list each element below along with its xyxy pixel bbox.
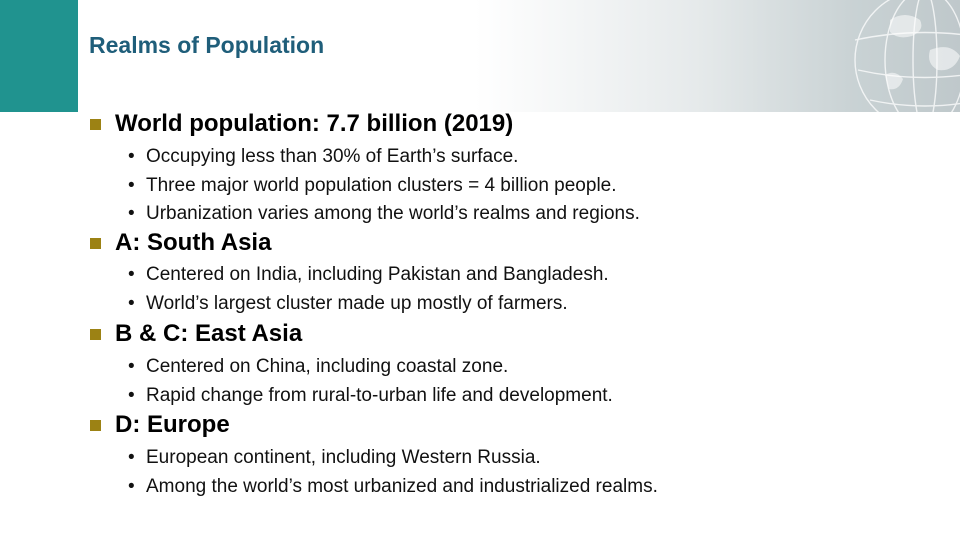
dot-bullet-icon: • bbox=[128, 447, 135, 468]
dot-bullet-icon: • bbox=[128, 356, 135, 377]
section-heading-text: B & C: East Asia bbox=[115, 320, 303, 347]
bullet-list bbox=[128, 261, 609, 318]
section-heading bbox=[90, 110, 513, 138]
section-heading-text: A: South Asia bbox=[115, 229, 272, 256]
square-bullet-icon bbox=[90, 238, 101, 249]
square-bullet-icon bbox=[90, 119, 101, 130]
list-item bbox=[128, 261, 609, 290]
bullet-list bbox=[128, 353, 613, 410]
list-item-text: Centered on China, including coastal zone. bbox=[146, 356, 509, 377]
list-item bbox=[128, 382, 613, 411]
section-heading-text: D: Europe bbox=[115, 411, 230, 438]
list-item-text: Three major world population clusters = 4 billion people. bbox=[146, 174, 617, 196]
section-heading bbox=[90, 320, 302, 348]
list-item-text: Occupying less than 30% of Earth’s surface. bbox=[146, 146, 519, 167]
section-heading-text: World population: 7.7 billion (2019) bbox=[115, 110, 514, 137]
bullet-list bbox=[128, 143, 640, 229]
dot-bullet-icon: • bbox=[128, 292, 135, 314]
section-heading bbox=[90, 229, 271, 257]
list-item-text: Among the world’s most urbanized and industrialized realms. bbox=[146, 475, 658, 497]
list-item bbox=[128, 200, 640, 229]
globe-icon bbox=[830, 0, 960, 112]
square-bullet-icon bbox=[90, 420, 101, 431]
bullet-list bbox=[128, 444, 658, 501]
square-bullet-icon bbox=[90, 329, 101, 340]
section-heading bbox=[90, 411, 230, 439]
page-title: Realms of Population bbox=[89, 32, 325, 58]
list-item bbox=[128, 172, 640, 201]
list-item bbox=[128, 143, 640, 172]
dot-bullet-icon: • bbox=[128, 146, 135, 167]
list-item-text: Centered on India, including Pakistan and Bangladesh. bbox=[146, 264, 609, 285]
list-item bbox=[128, 473, 658, 502]
list-item bbox=[128, 353, 613, 382]
list-item bbox=[128, 444, 658, 473]
dot-bullet-icon: • bbox=[128, 174, 135, 196]
list-item bbox=[128, 290, 609, 319]
dot-bullet-icon: • bbox=[128, 264, 135, 285]
list-item-text: World’s largest cluster made up mostly of farmers. bbox=[146, 292, 568, 314]
list-item-text: Rapid change from rural-to-urban life and development. bbox=[146, 384, 613, 406]
dot-bullet-icon: • bbox=[128, 203, 135, 224]
accent-bar bbox=[0, 0, 78, 112]
list-item-text: European continent, including Western Russia. bbox=[146, 447, 541, 468]
list-item-text: Urbanization varies among the world’s realms and regions. bbox=[146, 203, 640, 224]
dot-bullet-icon: • bbox=[128, 475, 135, 497]
dot-bullet-icon: • bbox=[128, 384, 135, 406]
